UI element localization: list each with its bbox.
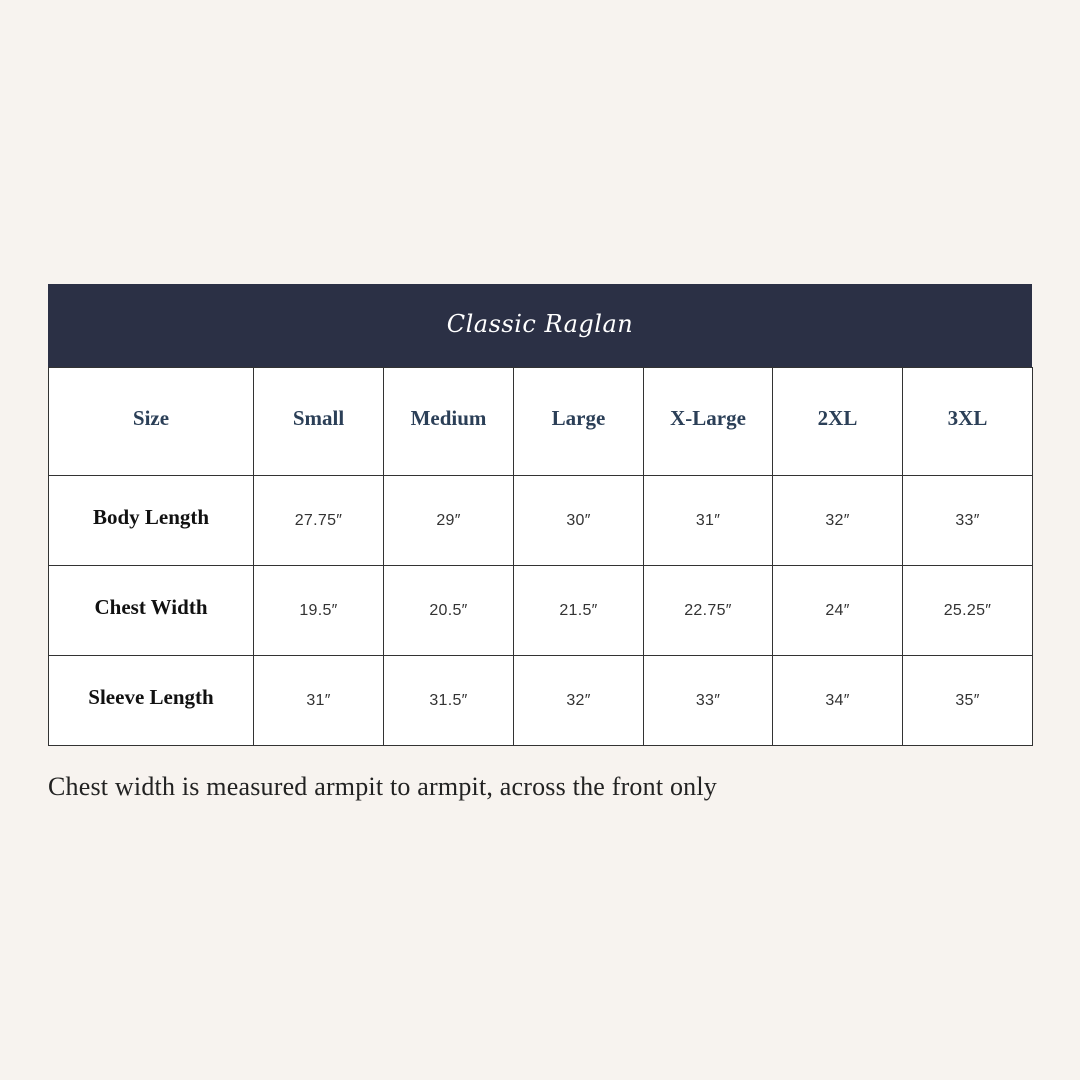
- value-cell: 29″: [384, 476, 514, 566]
- row-label-cell: [49, 656, 254, 746]
- value-cell: 33″: [903, 476, 1033, 566]
- value-cell: 20.5″: [384, 566, 514, 656]
- row-label-chest-width: Chest Width: [94, 595, 208, 619]
- measurement-footnote: Chest width is measured armpit to armpit, across the front only: [48, 772, 717, 801]
- row-label-sleeve-length: Sleeve Length: [88, 685, 214, 709]
- value-cell: 27.75″: [254, 476, 384, 566]
- header-medium: Medium: [410, 406, 487, 430]
- header-row: [49, 368, 1033, 476]
- header-large: Large: [551, 406, 606, 430]
- value-cell: 33″: [644, 656, 773, 746]
- header-cell: [514, 368, 644, 476]
- table-row-body-length: [49, 476, 1033, 566]
- header-x-large: X-Large: [670, 406, 746, 430]
- value-cell: 32″: [514, 656, 644, 746]
- row-label-body-length: Body Length: [92, 505, 210, 529]
- header-cell: [254, 368, 384, 476]
- value-cell: 30″: [514, 476, 644, 566]
- header-cell: [384, 368, 514, 476]
- value-cell: 31″: [644, 476, 773, 566]
- header-cell: [903, 368, 1033, 476]
- value-cell: 21.5″: [514, 566, 644, 656]
- table-title: Classic Raglan: [446, 309, 634, 338]
- header-cell: [773, 368, 903, 476]
- value-cell: 35″: [903, 656, 1033, 746]
- value-cell: 25.25″: [903, 566, 1033, 656]
- value-cell: 22.75″: [644, 566, 773, 656]
- size-grid: [48, 367, 1033, 746]
- row-label-cell: [49, 566, 254, 656]
- value-cell: 24″: [773, 566, 903, 656]
- value-cell: 31″: [254, 656, 384, 746]
- value-cell: 32″: [773, 476, 903, 566]
- table-title-bar: [48, 284, 1032, 367]
- table-row-chest-width: [49, 566, 1033, 656]
- header-2xl: 2XL: [817, 406, 858, 430]
- size-chart-table: [48, 284, 1032, 746]
- value-cell: 31.5″: [384, 656, 514, 746]
- value-cell: 34″: [773, 656, 903, 746]
- table-row-sleeve-length: [49, 656, 1033, 746]
- header-size-label: Size: [132, 406, 170, 430]
- value-cell: 19.5″: [254, 566, 384, 656]
- row-label-cell: [49, 476, 254, 566]
- header-small: Small: [292, 406, 345, 430]
- header-3xl: 3XL: [947, 406, 988, 430]
- header-cell: [49, 368, 254, 476]
- header-cell: [644, 368, 773, 476]
